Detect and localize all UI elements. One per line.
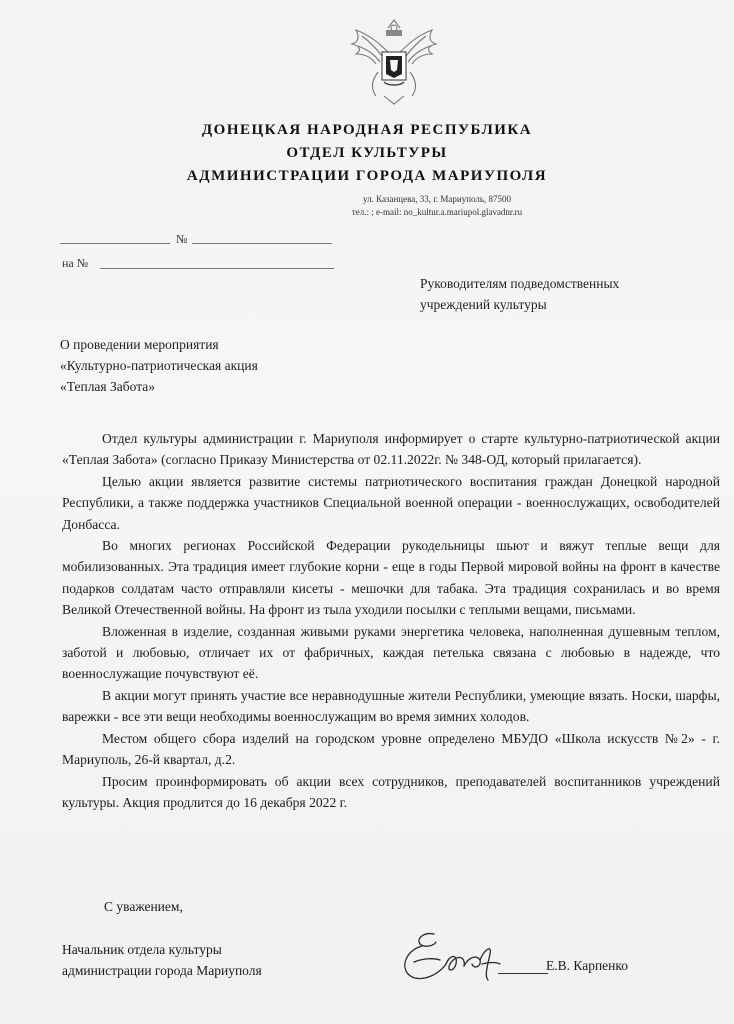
number-label: №: [176, 232, 188, 246]
date-line: [60, 243, 170, 244]
handwritten-signature-icon: [394, 924, 554, 988]
subject-line-1: О проведении мероприятия: [60, 337, 219, 352]
signature-line: [498, 973, 548, 974]
letterhead-contacts: тел.: ; e-mail: no_kultur.a.mariupol.glavadnr.ru: [351, 207, 523, 217]
body-paragraph: Целью акции является развитие системы патриотического воспитания граждан Донецкой народной Республики, а также поддержка участников Специальной военной операции - военнослужащих, освободителей Донбасса.: [62, 473, 720, 532]
reply-label: на №: [62, 256, 89, 270]
coat-of-arms-icon: [342, 16, 446, 110]
letterhead-line-republic: ДОНЕЦКАЯ НАРОДНАЯ РЕСПУБЛИКА: [201, 122, 533, 138]
recipient-line-2: учреждений культуры: [420, 297, 547, 312]
subject-line-2: «Культурно-патриотическая акция: [60, 358, 258, 373]
body-paragraph: Просим проинформировать об акции всех сотрудников, преподавателей воспитанников учреждений культуры. Акция продлится до 16 декабря 2022 г.: [62, 773, 720, 810]
body-paragraph: Отдел культуры администрации г. Мариуполя информирует о старте культурно-патриотической акции «Теплая Забота» (согласно Приказу Министерства от 02.11.2022г. № 348-ОД, который прилагается).: [62, 431, 720, 468]
body-paragraph: Вложенная в изделие, созданная живыми руками энергетика человека, наполненная душевным теплом, заботой и любовью, отличает их от фабричных, каждая петелька связана с любовью в надежде, что военнослужащие почувствуют её.: [62, 623, 720, 682]
letterhead-address: ул. Казанцева, 33, г. Мариуполь, 87500: [362, 194, 512, 204]
closing-salutation: С уважением,: [104, 899, 183, 914]
number-line: [192, 243, 332, 244]
letter-body: [62, 428, 720, 813]
signatory-name: Е.В. Карпенко: [546, 958, 629, 973]
letterhead-line-administration: АДМИНИСТРАЦИИ ГОРОДА МАРИУПОЛЯ: [186, 168, 548, 184]
signatory-title-line-1: Начальник отдела культуры: [62, 942, 222, 957]
body-paragraph: Местом общего сбора изделий на городском уровне определено МБУДО «Школа искусств №2» - г. Мариуполь, 26-й квартал, д.2.: [62, 730, 720, 768]
recipient-line-1: Руководителям подведомственных: [420, 276, 620, 291]
letterhead-line-department: ОТДЕЛ КУЛЬТУРЫ: [286, 145, 448, 161]
reply-line: [100, 268, 334, 269]
body-paragraph: Во многих регионах Российской Федерации рукодельницы шьют и вяжут теплые вещи для мобилизованных. Эта традиция имеет глубокие корни - еще в годы Первой мировой войны на фронт в качестве подарков солдатам часто отправляли кисеты - мешочки для табака. Эта традиция сохранилась и во время Великой Отечественной войны. На фронт из тыла уходили посылки с теплыми вещами, письмами.: [62, 538, 720, 618]
signatory-title-line-2: администрации города Мариуполя: [62, 963, 262, 978]
subject-line-3: «Теплая Забота»: [60, 379, 156, 394]
body-paragraph: В акции могут принять участие все неравнодушные жители Республики, умеющие вязать. Носки, шарфы, варежки - все эти вещи необходимы военнослужащим во время зимних холодов.: [62, 687, 720, 725]
